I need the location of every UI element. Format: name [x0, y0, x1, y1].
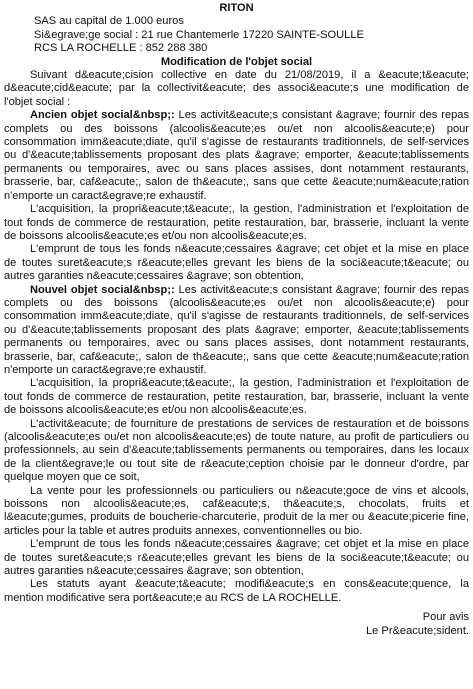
new-object-text: Les activit&eacute;s consistant &agrave; fournir des repas complets ou des boissons (alcoolis&eacute;es ou/et non alcoolis&eacute;e) pour consommation imm&eacute;diate, qu'il s'agisse de restaurants traditionnels, de self-services ou d'&eacute;tablissements proposant des plats &agrave; emporter, &eacute;tablissements permanents ou temporaires, avec ou sans places assises, dont notamment restaurants, brasserie, bar, caf&eacute;, salon de th&eacute;, sans que cette &eacute;num&eacute;ration n'emporte un caract&egrave;re exhaustif. [4, 283, 470, 376]
old-object-text: Les activit&eacute;s consistant &agrave; fournir des repas complets ou des boissons (alcoolis&eacute;es ou/et non alcoolis&eacute;e) pour consommation imm&eacute;diate, qu'il s'agisse de restaurants traditionnels, de self-services ou d'&eacute;tablissements proposant des plats &agrave; emporter, &eacute;tablissements permanents ou temporaires, avec ou sans places assises, dont notamment restaurants, brasserie, bar, caf&eacute;, salon de th&eacute;, sans que cette &eacute;num&eacute;ration n'emporte un caract&egrave;re exhaustif. [4, 109, 470, 202]
old-object-loan: L'emprunt de tous les fonds n&eacute;cessaires &agrave; cet objet et la mise en place de toutes suret&eacute;s r&eacute;elles grevant les biens de la soci&eacute;t&eacute; ou autres garanties n&eacute;cessaires &agrave; son obtention, [4, 243, 469, 283]
old-object-paragraph [4, 109, 469, 203]
closing-paragraph: Les statuts ayant &eacute;t&eacute; modifi&eacute;s en cons&eacute;quence, la mention modificative sera port&eacute;e au RCS de LA ROCHELLE. [4, 578, 469, 604]
intro-paragraph: Suivant d&eacute;cision collective en date du 21/08/2019, il a &eacute;t&eacute; d&eacute;cid&eacute; par la collectivit&eacute; des associ&eacute;s une modification de l'objet social : [4, 69, 469, 108]
old-object-acquisition: L'acquisition, la propri&eacute;t&eacute;, la gestion, l'administration et l'exploitation de tout fonds de commerce de restauration, petite restauration, bar, brasserie, incluant la vente de boissons alcoolis&eacute;es et/ou non alcoolis&eacute;es. [4, 203, 469, 242]
new-object-loan: L'emprunt de tous les fonds n&eacute;cessaires &agrave; cet objet et la mise en place de toutes suret&eacute;s r&eacute;elles grevant les biens de la soci&eacute;t&eacute; ou autres garanties n&eacute;cessaires &agrave; son obtention, [4, 538, 469, 578]
new-object-acquisition: L'acquisition, la propri&eacute;t&eacute;, la gestion, l'administration et l'exploitation de tout fonds de commerce de restauration, petite restauration, bar, brasserie, incluant la vente de boissons alcoolis&eacute;es et/ou non alcoolis&eacute;es. [4, 377, 469, 417]
company-name: RITON [219, 2, 254, 14]
signature-pour-avis: Pour avis [422, 611, 469, 624]
rcs-line: RCS LA ROCHELLE : 852 288 380 [34, 42, 208, 55]
notice-title: Modification de l'objet social [160, 55, 313, 68]
new-object-paragraph [4, 284, 469, 378]
new-object-sales: La vente pour les professionnels ou particuliers ou n&eacute;goce de vins et alcools, boissons non alcoolis&eacute;es, caf&eacute;s, th&eacute;s, chocolats, fruits et l&eacute;gumes, produits de boucherie-charcuterie, produit de la mer ou &eacute;picerie fine, articles pour la table et autres produits annexes, conventionnelles ou bio. [4, 484, 469, 537]
new-object-label: Nouvel objet social&nbsp;: [30, 283, 175, 296]
new-object-services: L'activit&eacute; de fourniture de prestations de services de restauration et de boissons (alcoolis&eacute;es ou/et non alcoolis&eacute;es) de toute nature, au profit de particuliers ou professionnels, au sein d'&eacute;tablissements permanents ou temporaires, dans les locaux de la client&egrave;le ou tout site de r&eacute;ception choisie par le donneur d'ordre, par quelque moyen que ce soit, [4, 417, 469, 484]
old-object-label: Ancien objet social&nbsp;: [30, 109, 175, 122]
head-office-line: Si&egrave;ge social : 21 rue Chantemerle 17220 SAINTE-SOULLE [34, 28, 364, 41]
capital-line: SAS au capital de 1.000 euros [34, 15, 184, 28]
signature-president: Le Pr&eacute;sident. [366, 624, 469, 637]
